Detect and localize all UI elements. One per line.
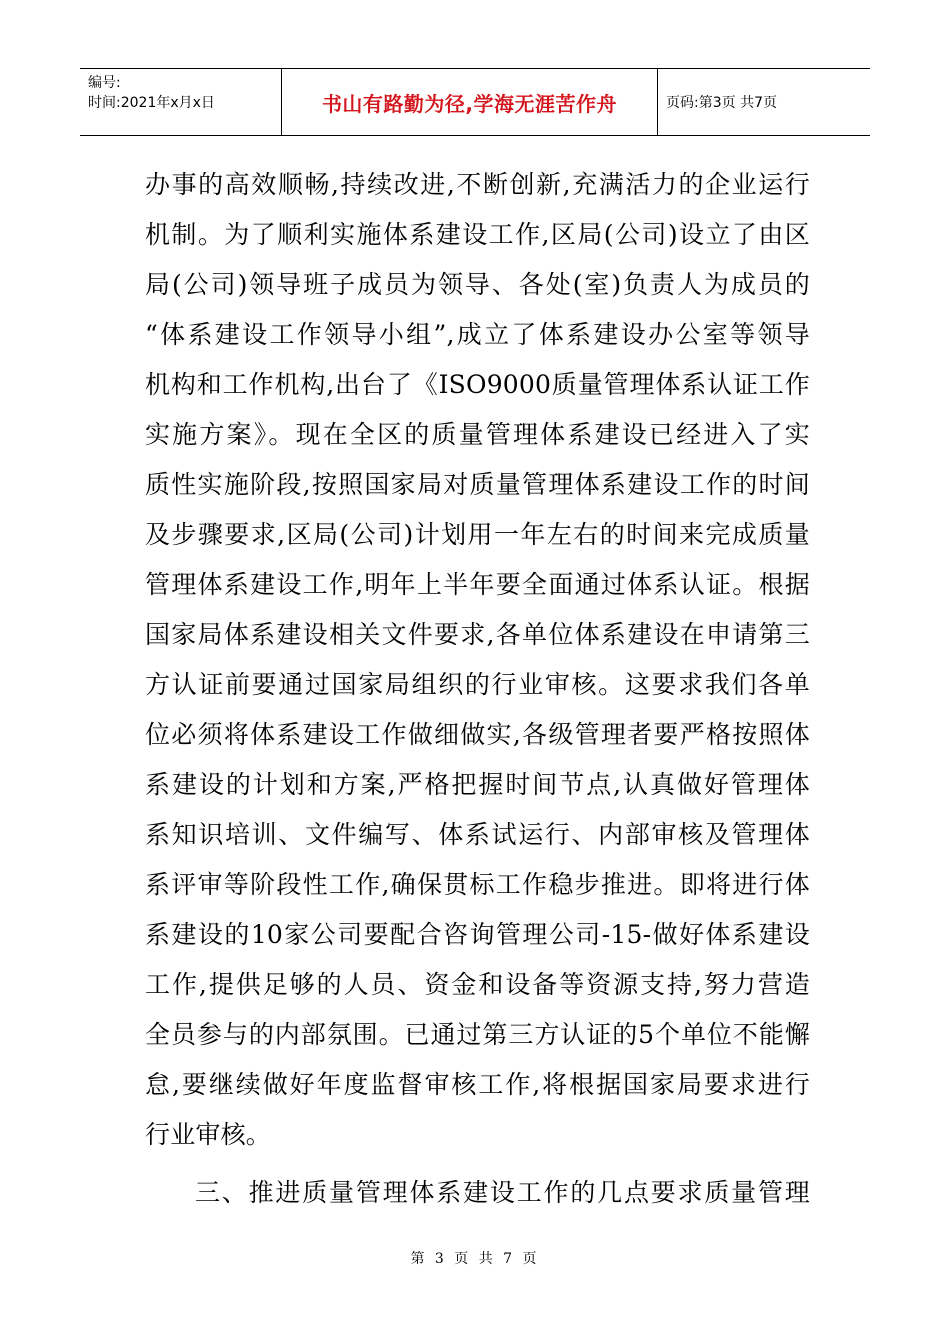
page-footer: 第 3 页 共 7 页 [410,1251,540,1267]
text-line: 怠,要继续做好年度监督审核工作,将根据国家局要求进行 [145,1070,810,1099]
text-line: 实施方案》。现在全区的质量管理体系建设已经进入了实 [145,420,810,449]
header-page-info: 页码:第3页 共7页 [666,95,777,111]
text-line: “体系建设工作领导小组”,成立了体系建设办公室等领导 [145,320,810,349]
text-line: 质性实施阶段,按照国家局对质量管理体系建设工作的时间 [145,470,810,499]
text-line: 全员参与的内部氛围。已通过第三方认证的5个单位不能懈 [145,1020,810,1049]
document-body [145,160,810,1218]
serial-label: 编号: [88,75,121,91]
header-meta-cell [80,69,282,135]
page-header [80,68,870,136]
text-line: 机制。为了顺利实施体系建设工作,区局(公司)设立了由区 [145,220,810,249]
text-line: 管理体系建设工作,明年上半年要全面通过体系认证。根据 [145,570,810,599]
text-line: 办事的高效顺畅,持续改进,不断创新,充满活力的企业运行 [145,170,810,199]
header-motto: 书山有路勤为径,学海无涯苦作舟 [282,69,658,135]
text-line: 系评审等阶段性工作,确保贯标工作稳步推进。即将进行体 [145,870,810,899]
text-line: 工作,提供足够的人员、资金和设备等资源支持,努力营造 [145,970,810,999]
text-line: 方认证前要通过国家局组织的行业审核。这要求我们各单 [145,670,810,699]
paragraph-gap [145,1160,810,1168]
text-line: 局(公司)领导班子成员为领导、各处(室)负责人为成员的 [145,270,810,299]
text-line: 系建设的10家公司要配合咨询管理公司-15-做好体系建设 [145,920,810,949]
text-line: 机构和工作机构,出台了《ISO9000质量管理体系认证工作 [145,370,810,399]
text-line: 国家局体系建设相关文件要求,各单位体系建设在申请第三 [145,620,810,649]
text-line: 行业审核。 [145,1120,272,1149]
time-label: 时间:2021年x月x日 [88,95,215,111]
text-line: 系知识培训、文件编写、体系试运行、内部审核及管理体 [145,820,810,849]
text-line: 系建设的计划和方案,严格把握时间节点,认真做好管理体 [145,770,810,799]
section-heading-line: 三、推进质量管理体系建设工作的几点要求质量管理 [195,1178,810,1207]
text-line: 及步骤要求,区局(公司)计划用一年左右的时间来完成质量 [145,520,810,549]
text-line: 位必须将体系建设工作做细做实,各级管理者要严格按照体 [145,720,810,749]
